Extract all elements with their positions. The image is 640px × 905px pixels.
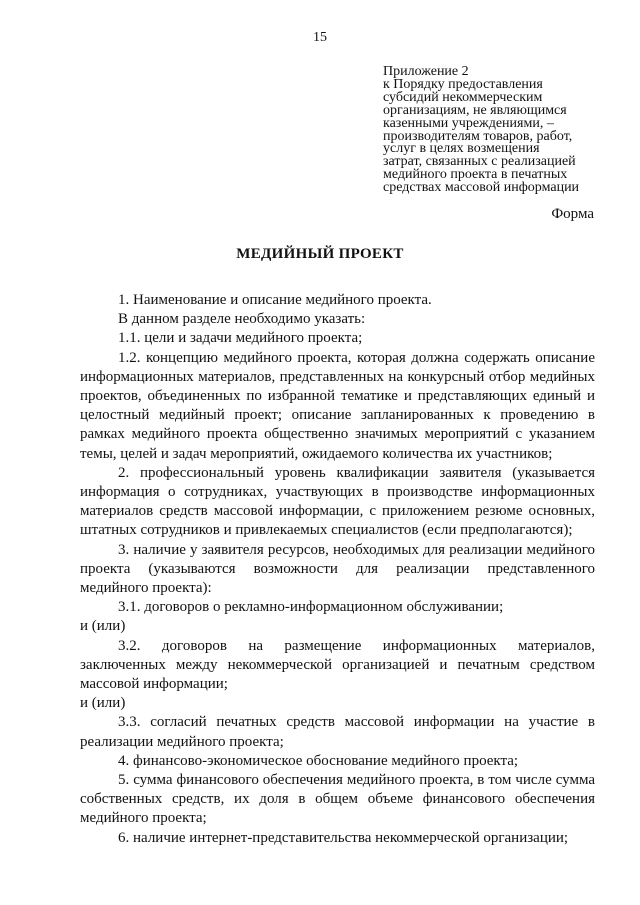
paragraph-or: и (или) <box>80 695 126 712</box>
paragraph: 1.1. цели и задачи медийного проекта; <box>118 330 363 347</box>
page-number: 15 <box>313 30 327 45</box>
appendix-line: производителям товаров, работ, <box>383 128 573 144</box>
appendix-line: услуг в целях возмещения <box>383 141 540 157</box>
paragraph: В данном разделе необходимо указать: <box>118 311 366 328</box>
paragraph: 5. сумма финансового обеспечения медийного проекта, в том числе сумма собственных средств, их доля в общем объеме финансового обеспечения медийного проекта; <box>80 772 595 827</box>
appendix-line: к Порядку предоставления <box>383 76 543 92</box>
paragraph: 1. Наименование и описание медийного проекта. <box>118 292 432 308</box>
appendix-line: Приложение 2 <box>383 64 469 79</box>
appendix-line: затрат, связанных с реализацией <box>383 154 576 170</box>
appendix-line: медийного проекта в печатных <box>383 167 568 183</box>
paragraph: 2. профессиональный уровень квалификации заявителя (указывается информация о сотрудниках, участвующих в производстве информационных материалов средств массовой информации, с приложением резюме основных, штатных сотрудников и привлекаемых специалистов (если предполагаются); <box>80 464 595 539</box>
paragraph: 3.2. договоров на размещение информационных материалов, заключенных между некоммерческой организацией и печатным средством массовой информации; <box>80 637 595 693</box>
paragraph: 6. наличие интернет-представительства некоммерческой организации; <box>118 829 569 846</box>
appendix-line: субсидий некоммерческим <box>383 89 543 105</box>
appendix-block <box>383 66 613 195</box>
appendix-line: организациям, не являющимся <box>383 102 567 118</box>
document-body <box>80 291 595 848</box>
paragraph: 1.2. концепцию медийного проекта, которая должна содержать описание информационных материалов, представленных на конкурсный отбор медийных проектов, объединенных по избранной тематике и представляющих единый и целостный медийный проект; описание запланированных к проведению в рамках медийного проекта общественно значимых мероприятий с указанием темы, целей и задач мероприятий, ожидаемого количества их участников; <box>80 349 595 462</box>
paragraph-or: и (или) <box>80 618 126 635</box>
form-label: Форма <box>551 206 594 222</box>
appendix-line: казенными учреждениями, – <box>383 115 554 131</box>
paragraph: 3.3. согласий печатных средств массовой информации на участие в реализации медийного проекта; <box>80 714 595 750</box>
paragraph: 3. наличие у заявителя ресурсов, необходимых для реализации медийного проекта (указываются возможности для реализации представленного медийного проекта): <box>80 541 595 597</box>
appendix-line: средствах массовой информации <box>383 180 580 196</box>
document-title: МЕДИЙНЫЙ ПРОЕКТ <box>236 246 404 262</box>
paragraph: 3.1. договоров о рекламно-информационном обслуживании; <box>118 599 504 616</box>
paragraph: 4. финансово-экономическое обоснование медийного проекта; <box>118 752 519 769</box>
